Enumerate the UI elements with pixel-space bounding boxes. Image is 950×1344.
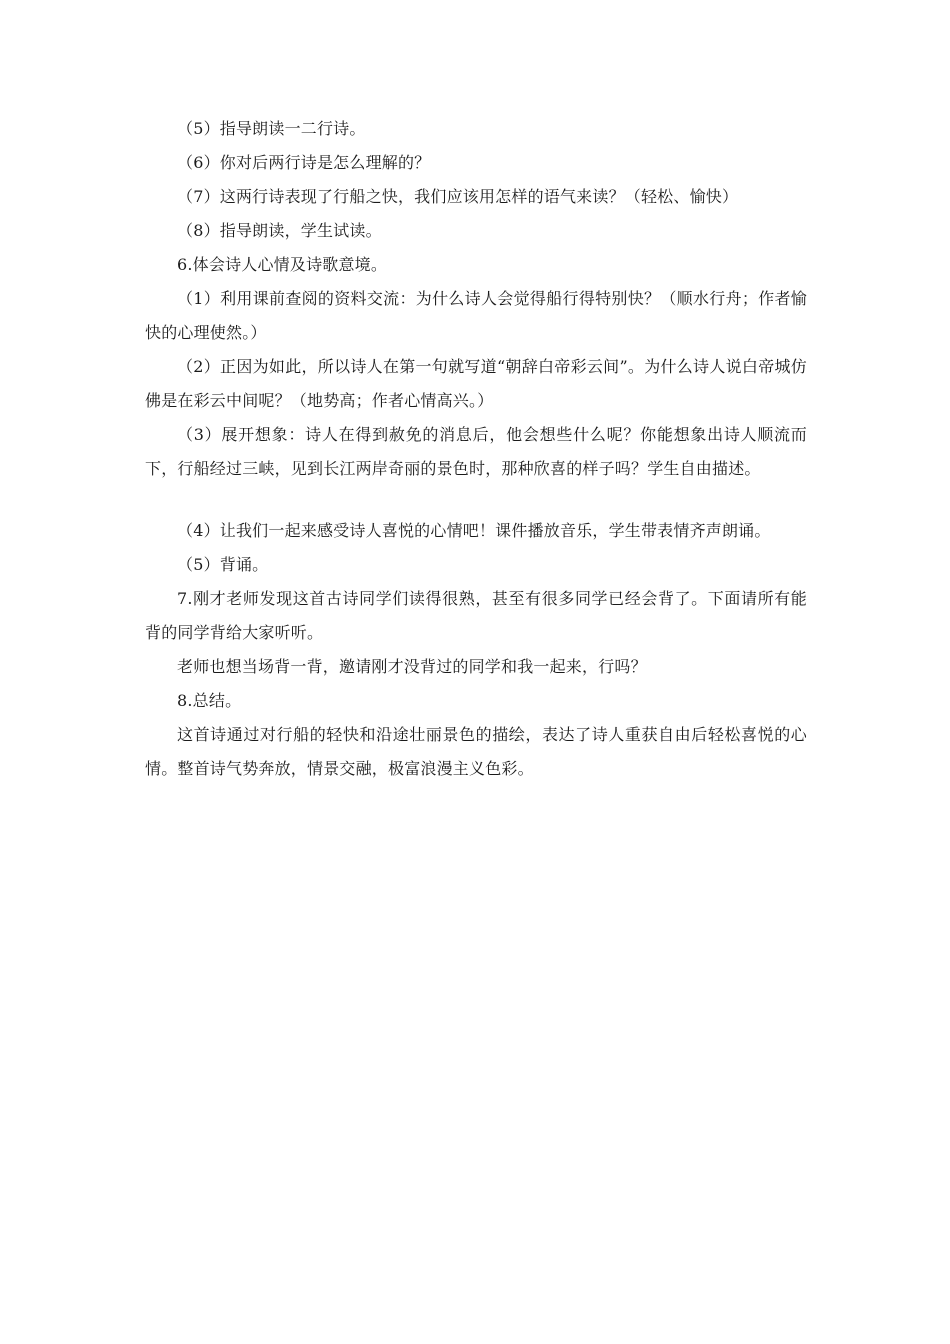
section-7-recitation: 7.刚才老师发现这首古诗同学们读得很熟，甚至有很多同学已经会背了。下面请所有能背的同学背给大家听听。 <box>145 589 807 642</box>
sub-4-recite-with-music: （4）让我们一起来感受诗人喜悦的心情吧！课件播放音乐，学生带表情齐声朗诵。 <box>177 521 771 540</box>
section-8-heading: 8.总结。 <box>177 691 242 710</box>
summary-paragraph: 这首诗通过对行船的轻快和沿途壮丽景色的描绘，表达了诗人重获自由后轻松喜悦的心情。整首诗气势奔放，情景交融，极富浪漫主义色彩。 <box>145 725 807 778</box>
document-body <box>145 112 807 786</box>
sub-2-baidi-city: （2）正因为如此，所以诗人在第一句就写道“朝辞白帝彩云间”。为什么诗人说白帝城仿佛是在彩云中间呢？（地势高；作者心情高兴。） <box>145 357 807 410</box>
section-6-heading: 6.体会诗人心情及诗歌意境。 <box>177 255 388 274</box>
step-7-reading-tone: （7）这两行诗表现了行船之快，我们应该用怎样的语气来读？（轻松、愉快） <box>177 187 739 206</box>
sub-3-imagination: （3）展开想象：诗人在得到赦免的消息后，他会想些什么呢？你能想象出诗人顺流而下，行船经过三峡，见到长江两岸奇丽的景色时，那种欣喜的样子吗？学生自由描述。 <box>145 425 807 478</box>
teacher-invitation: 老师也想当场背一背，邀请刚才没背过的同学和我一起来，行吗？ <box>177 657 647 676</box>
sub-1-material-exchange: （1）利用课前查阅的资料交流：为什么诗人会觉得船行得特别快？（顺水行舟；作者愉快的心理使然。） <box>145 289 807 342</box>
step-5-read-first-lines: （5）指导朗读一二行诗。 <box>177 119 366 138</box>
step-6-understand-last-lines: （6）你对后两行诗是怎么理解的？ <box>177 153 431 172</box>
step-8-trial-reading: （8）指导朗读，学生试读。 <box>177 221 382 240</box>
sub-5-memorize: （5）背诵。 <box>177 555 269 574</box>
paragraph-gap <box>145 486 807 514</box>
